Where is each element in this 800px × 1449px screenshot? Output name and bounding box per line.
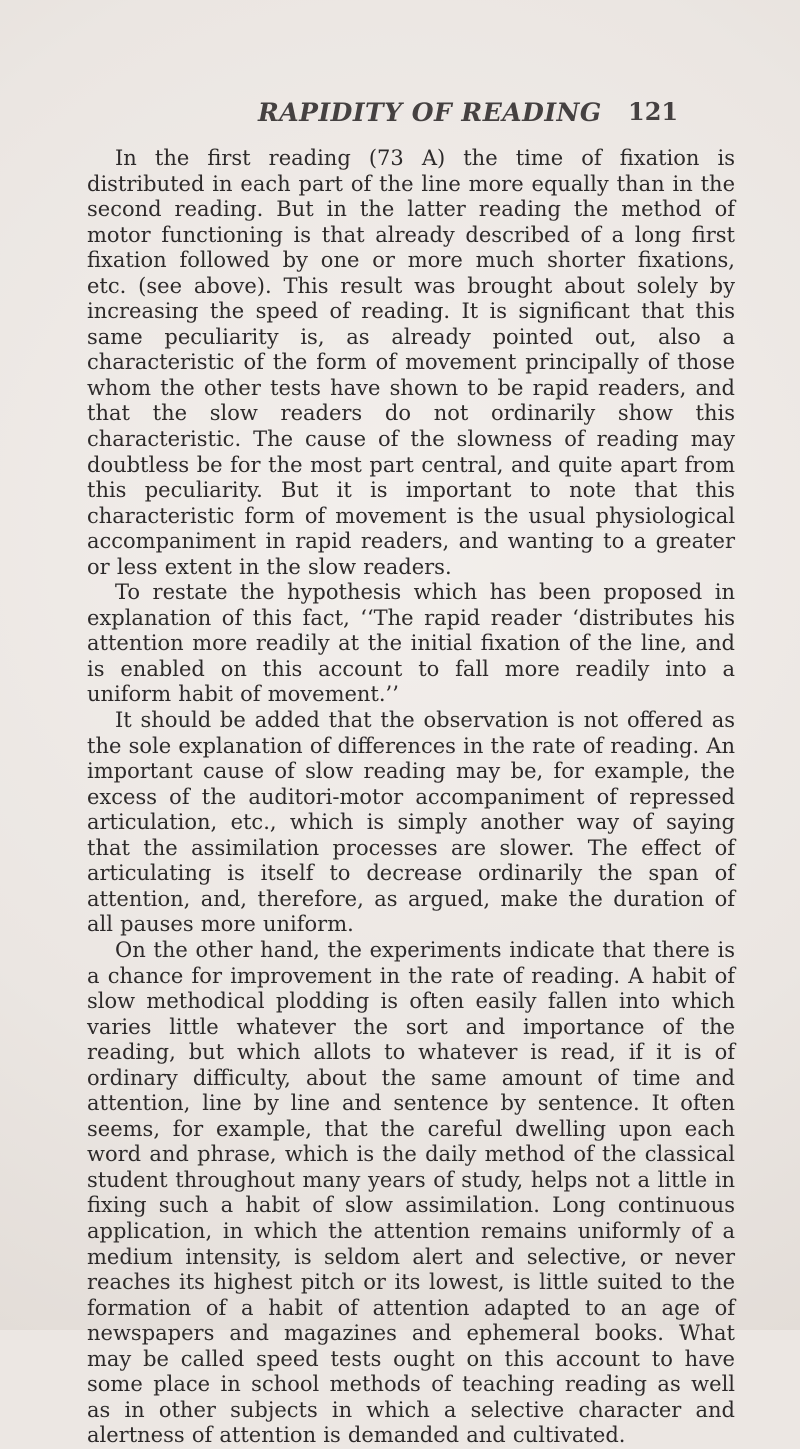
body-text bbox=[87, 146, 735, 1449]
page-number: 121 bbox=[628, 97, 679, 126]
paragraph-2: To restate the hypothesis which has been proposed in explanation of this fact, ‘‘The rapid reader ‘distributes his attention more readily at the initial fixation of the line, and is enabled on this account to fall more readily into a uniform habit of movement.’’ bbox=[87, 580, 735, 707]
paragraph-1: In the first reading (73 A) the time of fixation is distributed in each part of the line more equally than in the second reading. But in the latter reading the method of motor functioning is that already described of a long first fixation followed by one or more much shorter fixations, etc. (see above). This result was brought about solely by increasing the speed of reading. It is significant that this same peculiarity is, as already pointed out, also a characteristic of the form of movement principally of those whom the other tests have shown to be rapid readers, and that the slow readers do not ordinarily show this characteristic. The cause of the slowness of reading may doubtless be for the most part central, and quite apart from this peculiarity. But it is important to note that this characteristic form of movement is the usual physiological accompaniment in rapid readers, and wanting to a greater or less extent in the slow readers. bbox=[87, 146, 735, 579]
paragraph-3: It should be added that the observation is not offered as the sole explanation of differences in the rate of reading. An important cause of slow reading may be, for example, the excess of the auditori-motor accompaniment of repressed articulation, etc., which is simply another way of saying that the assimilation processes are slower. The effect of articulating is itself to decrease ordinarily the span of attention, and, therefore, as argued, make the duration of all pauses more uniform. bbox=[87, 708, 735, 937]
paragraph-4: On the other hand, the experiments indicate that there is a chance for improvement in the rate of reading. A habit of slow methodical plodding is often easily fallen into which varies little whatever the sort and importance of the reading, but which allots to whatever is read, if it is of ordinary difficulty, about the same amount of time and attention, line by line and sentence by sentence. It often seems, for example, that the careful dwelling upon each word and phrase, which is the daily method of the classical student throughout many years of study, helps not a little in fixing such a habit of slow assimilation. Long continuous application, in which the attention remains uniformly of a medium intensity, is seldom alert and selective, or never reaches its highest pitch or its lowest, is little suited to the formation of a habit of attention adapted to an age of newspapers and magazines and ephemeral books. What may be called speed tests ought on this account to have some place in school methods of teaching reading as well as in other subjects in which a selective character and alertness of attention is demanded and cultivated. bbox=[87, 937, 735, 1448]
running-title: RAPIDITY OF READING bbox=[258, 98, 602, 127]
